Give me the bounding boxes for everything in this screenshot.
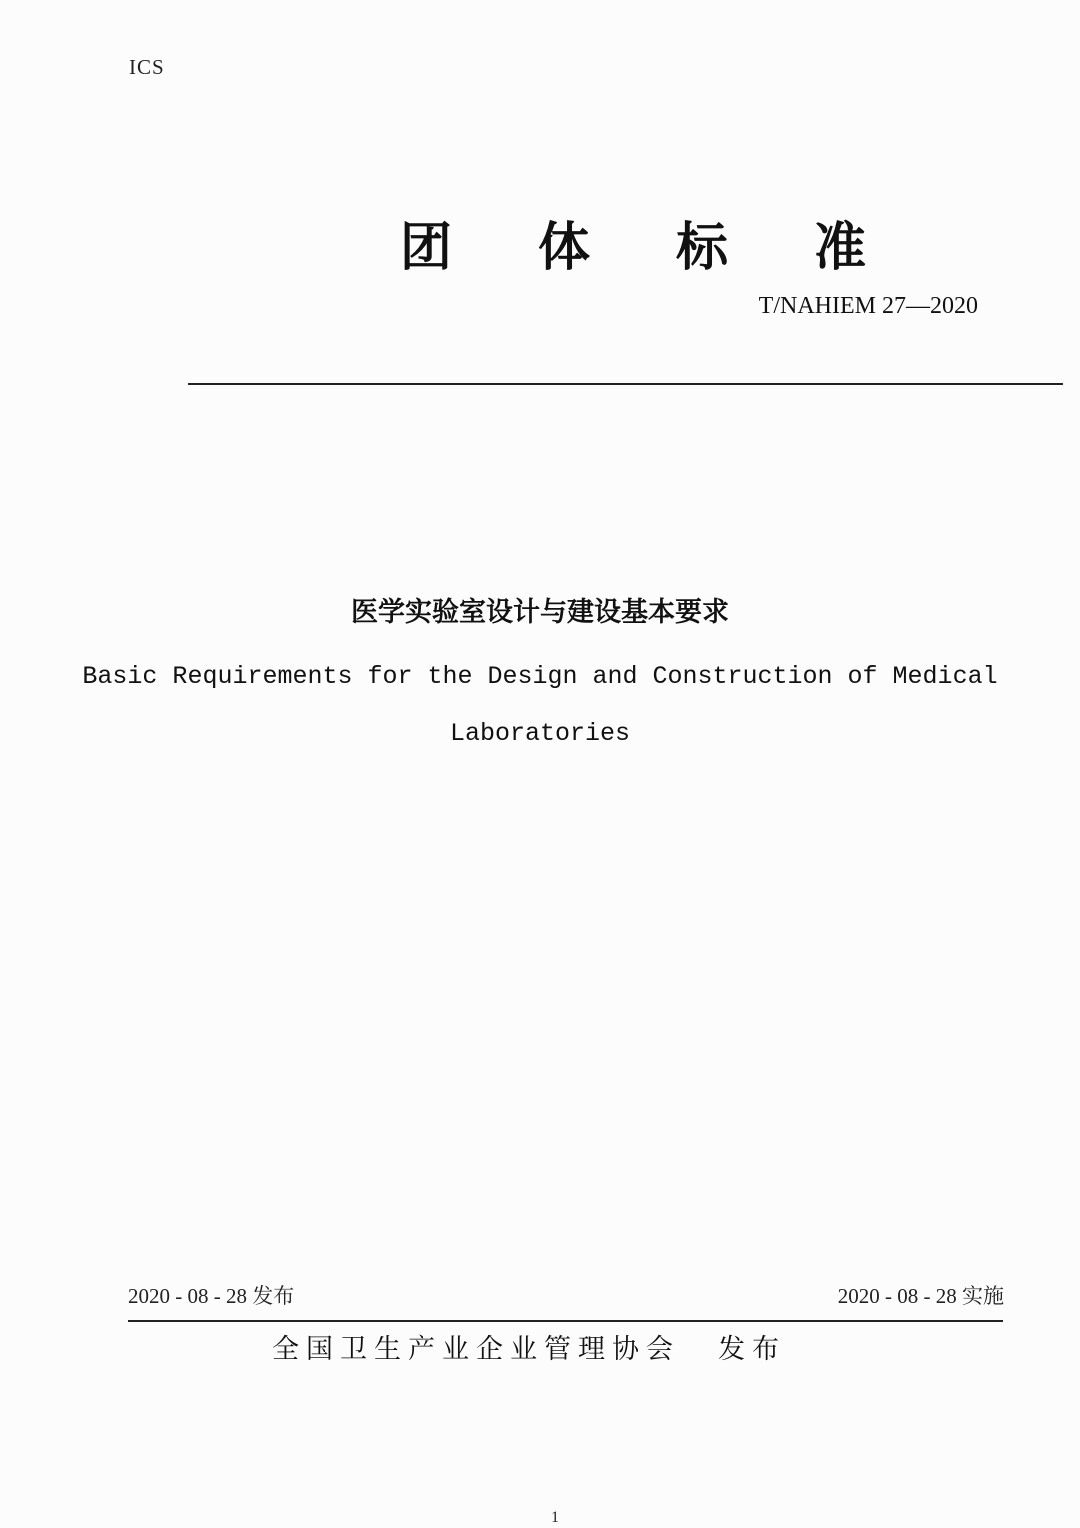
title-english — [0, 648, 1080, 762]
top-divider — [188, 383, 1063, 385]
publisher-line — [272, 1327, 786, 1366]
ics-label: ICS — [129, 55, 165, 79]
effective-date: 2020 - 08 - 28 实施 — [837, 1284, 1004, 1308]
standard-code: T/NAHIEM 27—2020 — [758, 293, 978, 319]
document-type-title: 团体标准 — [400, 218, 953, 278]
page-number: 1 — [551, 1509, 559, 1526]
publisher-name: 全国卫生产业企业管理协会 — [272, 1334, 680, 1365]
title-english-line1: Basic Requirements for the Design and Construction of Medical — [82, 662, 998, 691]
bottom-divider — [128, 1320, 1003, 1322]
title-chinese: 医学实验室设计与建设基本要求 — [351, 597, 729, 628]
publisher-suffix: 发布 — [718, 1334, 786, 1365]
publish-date: 2020 - 08 - 28 发布 — [128, 1284, 295, 1308]
title-english-line2: Laboratories — [449, 719, 631, 748]
